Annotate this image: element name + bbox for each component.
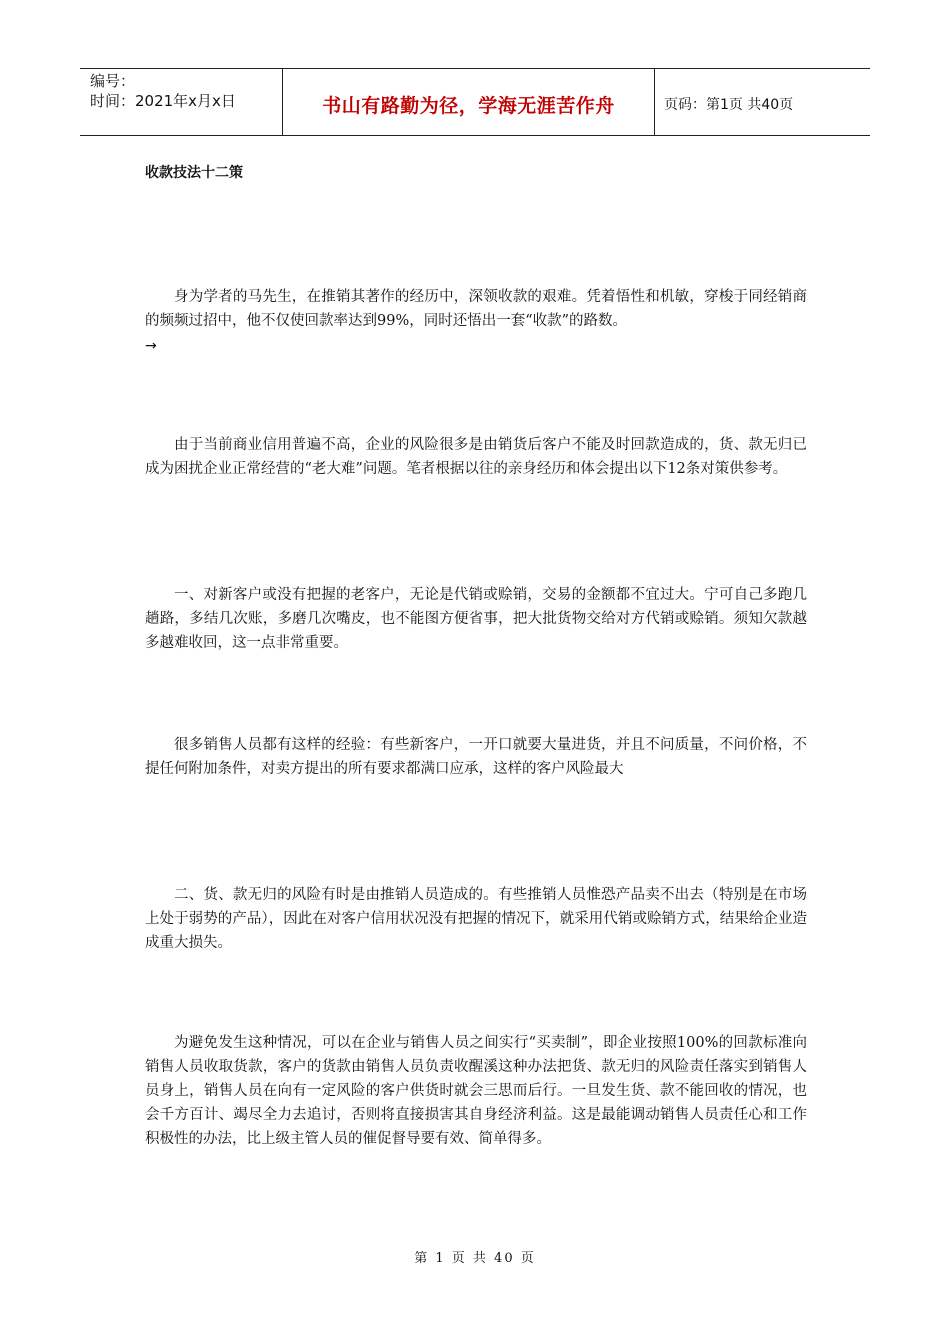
- document-number-label: 编号：: [90, 72, 136, 90]
- header-divider: [654, 69, 655, 136]
- paragraph-3: 一、对新客户或没有把握的老客户，无论是代销或赊销，交易的金额都不宜过大。宁可自己多跑几趟路，多结几次账，多磨几次嘴皮，也不能图方便省事，把大批货物交给对方代销或赊销。须知欠款越多越难收回，这一点非常重要。: [145, 587, 807, 651]
- header-motto: 书山有路勤为径，学海无涯苦作舟: [322, 95, 615, 117]
- paragraph-intro: 身为学者的马先生，在推销其著作的经历中，深领收款的艰难。凭着悟性和机敏，穿梭于同经销商的频频过招中，他不仅使回款率达到99%，同时还悟出一套“收款”的路数。: [145, 289, 807, 329]
- document-time-label: 时间：2021年x月x日: [90, 92, 236, 110]
- arrow-mark: →: [145, 338, 157, 354]
- paragraph-2: 由于当前商业信用普遍不高，企业的风险很多是由销货后客户不能及时回款造成的，货、款无归已成为困扰企业正常经营的“老大难”问题。笔者根据以往的亲身经历和体会提出以下12条对策供参考。: [145, 437, 807, 477]
- paragraph-5: 二、货、款无归的风险有时是由推销人员造成的。有些推销人员惟恐产品卖不出去（特别是在市场上处于弱势的产品），因此在对客户信用状况没有把握的情况下，就采用代销或赊销方式，结果给企业造成重大损失。: [145, 887, 807, 951]
- header-meta: [90, 71, 236, 111]
- header-page-info: 页码：第1页 共40页: [664, 97, 794, 113]
- page-header: [80, 68, 870, 136]
- paragraph-6: 为避免发生这种情况，可以在企业与销售人员之间实行“买卖制”，即企业按照100%的回款标准向销售人员收取货款，客户的货款由销售人员负责收醒溪这种办法把货、款无归的风险责任落实到销售人员身上，销售人员在向有一定风险的客户供货时就会三思而后行。一旦发生货、款不能回收的情况，也会千方百计、竭尽全力去追讨，否则将直接损害其自身经济利益。这是最能调动销售人员责任心和工作积极性的办法，比上级主管人员的催促督导要有效、简单得多。: [145, 1035, 807, 1147]
- paragraph-4: 很多销售人员都有这样的经验：有些新客户，一开口就要大量进货，并且不问质量，不问价格，不提任何附加条件，对卖方提出的所有要求都满口应承，这样的客户风险最大: [145, 737, 807, 777]
- document-title: 收款技法十二策: [145, 165, 243, 181]
- page-footer: 第 1 页 共 40 页: [414, 1251, 536, 1266]
